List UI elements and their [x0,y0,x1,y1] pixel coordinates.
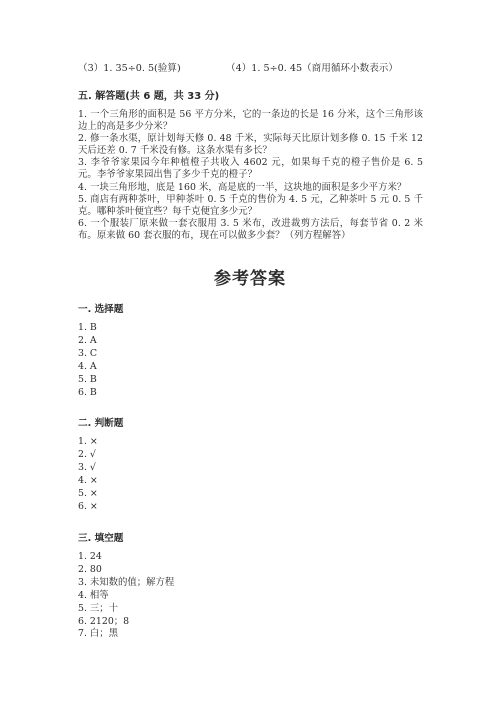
problem-2: 2. 修一条水渠，原计划每天修 0. 48 千米，实际每天比原计划多修 0. 15 千米 12 天后还差 0. 7 千米没有修。这条水渠有多长？ [78,133,423,157]
choice-answer-list [78,322,97,399]
judge-section-title: 二. 判断题 [78,418,124,429]
calc-item-3: （3）1. 35÷0. 5(验算) [78,63,181,74]
judge-answer-list [78,436,98,513]
problem-6: 6. 一个服装厂原来做一套衣服用 3. 5 米布，改进裁剪方法后，每套节省 0. 2 米布。原来做 60 套衣服的布，现在可以做多少套？（列方程解答） [78,217,423,241]
choice-section-title: 一. 选择题 [78,304,124,315]
list-item: 5. × [78,487,98,499]
problem-5: 5. 商店有两种茶叶，甲种茶叶 0. 5 千克的售价为 4. 5 元，乙种茶叶 5 元 0. 5 千克。哪种茶叶便宜些？每千克便宜多少元？ [78,193,423,217]
list-item: 3. √ [78,461,96,473]
list-item: 5. B [78,373,97,385]
list-item: 5. 三；十 [78,602,119,614]
fill-answer-list [78,551,174,641]
list-item: 3. 未知数的值；解方程 [78,576,175,588]
list-item: 1. B [78,322,97,333]
problem-4: 4. 一块三角形地，底是 160 米，高是底的一半，这块地的面积是多少平方米？ [78,181,407,193]
list-item: 1. × [78,436,98,447]
list-item: 2. A [78,334,97,346]
list-item: 1. 24 [78,551,102,562]
list-item: 3. C [78,347,98,359]
list-item: 6. 2120；8 [78,615,130,627]
list-item: 6. × [78,500,98,512]
list-item: 2. 80 [78,563,102,575]
problem-1: 1. 一个三角形的面积是 56 平方分米，它的一条边的长是 16 分米，这个三角形该边上的高是多少分米？ [78,109,423,133]
list-item: 2. √ [78,448,96,460]
answers-title: 参考答案 [214,269,286,289]
list-item: 6. B [78,386,97,398]
list-item: 4. 相等 [78,589,109,601]
problem-list [78,109,423,242]
problem-3: 3. 李爷爷家果园今年种植橙子共收入 4602 元，如果每千克的橙子售价是 6. 5 元。李爷爷家果园出售了多少千克的橙子？ [78,157,423,181]
list-item: 4. A [78,360,97,372]
section-5-title: 五. 解答题(共 6 题，共 33 分) [78,91,220,102]
calc-item-4: （4）1. 5÷0. 45（商用循环小数表示） [226,63,398,74]
list-item: 7. 白；黑 [78,628,119,640]
fill-section-title: 三. 填空题 [78,533,124,544]
list-item: 4. × [78,474,98,486]
